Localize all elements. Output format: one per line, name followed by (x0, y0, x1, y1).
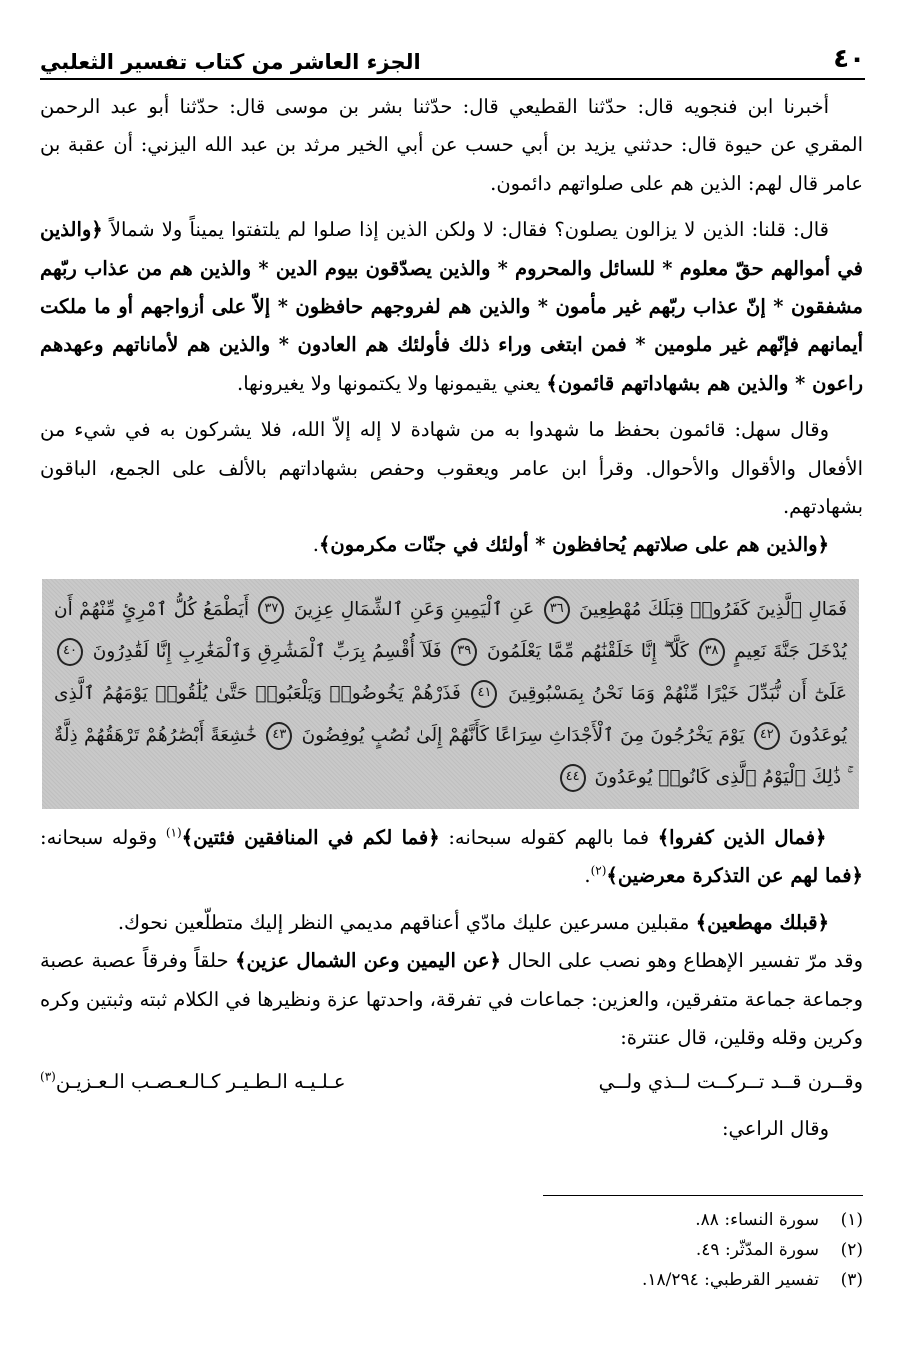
footnote-item (40, 1235, 863, 1265)
footnote-text: سورة المدّثّر: ٤٩. (695, 1240, 819, 1260)
footnote-ref[interactable]: (٣) (40, 1069, 56, 1084)
footnotes (40, 1205, 863, 1295)
quran-quote: ﴿عن اليمين وعن الشمال عزين﴾ (235, 949, 501, 973)
ayah-number-marker: ٣٧ (258, 596, 284, 624)
footnote-item (40, 1265, 863, 1295)
paragraph-text: مقبلين مسرعين عليك مادّي أعناقهم مديمي النظر إليك متطلّعين نحوك. (117, 910, 690, 934)
paragraph-text: فما بالهم كقوله سبحانه: (439, 825, 650, 849)
poem-hemistich-first: وقــرن قــد تــركــت لــذي ولــي (598, 1070, 863, 1094)
footnote-number: (١) (840, 1210, 863, 1230)
paragraph-commentary-1 (40, 211, 863, 403)
running-title: الجزء العاشر من كتاب تفسير الثعلبي (40, 50, 421, 74)
footnote-number: (٢) (840, 1240, 863, 1260)
footnote-text: تفسير القرطبي: ١٨/٢٩٤. (641, 1270, 819, 1290)
paragraph-text: حلقاً وفرقاً عصبة عصبة وجماعة جماعة متفرقين، والعزين: جماعات في تفرقة، واحدتها عزة ونظيرها في الكلام ثبته وثبتين وكره وكرين وقله وقلين، قال عنترة: (40, 949, 863, 1049)
quran-quote: ﴿فمال الذين كفروا﴾ (657, 825, 827, 849)
poem-verse (40, 1063, 863, 1101)
ayah-text: كَلَّآ ۖ إِنَّا خَلَقْنَٰهُم مِّمَّا يَعْلَمُونَ (487, 640, 689, 662)
ayah-number-marker: ٤٣ (266, 722, 292, 750)
ayah-text: فَمَالِ ٱلَّذِينَ كَفَرُوا۟ قِبَلَكَ مُهْطِعِينَ (579, 598, 847, 620)
ayah-text: فَذَرْهُمْ يَخُوضُوا۟ وَيَلْعَبُوا۟ حَتَّىٰ يُلَٰقُوا۟ يَوْمَهُمُ ٱلَّذِى يُوعَدُونَ (54, 682, 848, 746)
paragraph-text: قال: قلنا: الذين لا يزالون يصلون؟ فقال: لا ولكن الذين إذا صلوا لم يلتفتوا يميناً ولا شمالاً (109, 218, 829, 242)
quran-quote: ﴿قبلك مهطعين﴾ (695, 910, 829, 934)
page-header (40, 34, 865, 80)
paragraph-text: وقوله سبحانه: (40, 825, 158, 849)
footnote-item (40, 1205, 863, 1235)
ayah-text: عَلَىٰٓ أَن نُّبَدِّلَ خَيْرًا مِّنْهُمْ وَمَا نَحْنُ بِمَسْبُوقِينَ (508, 682, 847, 704)
footnote-text: سورة النساء: ٨٨. (695, 1210, 819, 1230)
paragraph-text: وقد مرّ تفسير الإهطاع وهو نصب على الحال (500, 949, 863, 973)
ayah-text: أَيَطْمَعُ كُلُّ ٱمْرِئٍ مِّنْهُمْ أَن يُدْخَلَ جَنَّةَ نَعِيمٍ (54, 598, 847, 662)
quran-quote: ﴿والذين هم على صلاتهم يُحافظون * أولئك في جنّات مكرمون﴾ (318, 533, 829, 557)
main-text (40, 88, 863, 1148)
poem-hemistich-second (40, 1063, 346, 1101)
ayah-number-marker: ٤١ (471, 680, 497, 708)
ayah-number-marker: ٤٤ (560, 764, 586, 792)
ayah-number-marker: ٣٨ (699, 638, 725, 666)
quran-text-box (42, 579, 859, 809)
paragraph-commentary-2: وقال سهل: قائمون بحفظ ما شهدوا به من شهادة لا إله إلاّ الله، فلا يشركون به في شيء من الأفعال والأقوال والأحوال. وقرأ ابن عامر ويعقوب وحفص بشهاداتهم بالألف على الجمع، الباقون بشهادتهم. (40, 418, 863, 519)
footnote-ref[interactable]: (١) (165, 825, 182, 840)
ayah-number-marker: ٣٦ (544, 596, 570, 624)
paragraph-isnad: أخبرنا ابن فنجويه قال: حدّثنا القطيعي قال: حدّثنا بشر بن موسى قال: حدّثنا أبو عبد الرحمن المقري عن حيوة قال: حدثني يزيد بن أبي حسب عن أبي الخير مرثد بن عبد الله اليزني: أن عقبة بن عامر قال لهم: الذين هم على صلواتهم دائمون. (40, 95, 863, 195)
paragraph-tafsir-3 (40, 942, 863, 1057)
footnote-ref[interactable]: (٢) (590, 863, 607, 878)
footnote-separator (543, 1195, 863, 1196)
ayah-number-marker: ٤٢ (754, 722, 780, 750)
poem-hemistich-text: عـلـيـه الـطـيـر كـالـعـصـب الـعـزيـن (55, 1070, 346, 1094)
quran-quote: ﴿والذين في أموالهم حقّ معلوم * للسائل والمحروم * والذين يصدّقون بيوم الدين * والذين هم من عذاب ربّهم مشفقون * إنّ عذاب ربّهم غير مأمون * والذين هم لفروجهم حافظون * إلاّ على أزواجهم أو ما ملكت أيمانهم فإنّهم غير ملومين * فمن ابتغى وراء ذلك فأولئك هم العادون * والذين هم لأماناتهم وعهدهم راعون * والذين هم بشهاداتهم قائمون﴾ (40, 218, 863, 395)
paragraph-raai: وقال الراعي: (721, 1116, 829, 1140)
ayah-text: يَوْمَ يَخْرُجُونَ مِنَ ٱلْأَجْدَاثِ سِرَاعًا كَأَنَّهُمْ إِلَىٰ نُصُبٍ يُوفِضُونَ (301, 724, 745, 746)
paragraph-verse-heading (40, 526, 863, 564)
paragraph-tafsir-1 (40, 819, 863, 896)
quran-quote: ﴿فما لهم عن التذكرة معرضين﴾ (606, 864, 863, 888)
paragraph-tafsir-2 (40, 904, 863, 942)
paragraph-text: يعني يقيمونها ولا يكتمونها ولا يغيرونها. (237, 371, 541, 395)
ayah-number-marker: ٤٠ (57, 638, 83, 666)
punctuation: . (584, 864, 591, 888)
page-number: ٤٠ (833, 44, 865, 74)
punctuation: . (312, 533, 319, 557)
quran-quote: ﴿فما لكم في المنافقين فئتين﴾ (181, 825, 440, 849)
footnote-number: (٣) (840, 1270, 863, 1290)
ayah-text: خَٰشِعَةً أَبْصَٰرُهُمْ تَرْهَقُهُمْ ذِلَّةٌ ۚ ذَٰلِكَ ٱلْيَوْمُ ٱلَّذِى كَانُوا۟ يُوعَدُونَ (54, 724, 847, 788)
ayah-number-marker: ٣٩ (451, 638, 477, 666)
ayah-text: فَلَآ أُقْسِمُ بِرَبِّ ٱلْمَشَٰرِقِ وَٱلْمَغَٰرِبِ إِنَّا لَقَٰدِرُونَ (92, 640, 442, 662)
ayah-text: عَنِ ٱلْيَمِينِ وَعَنِ ٱلشِّمَالِ عِزِينَ (293, 598, 535, 620)
